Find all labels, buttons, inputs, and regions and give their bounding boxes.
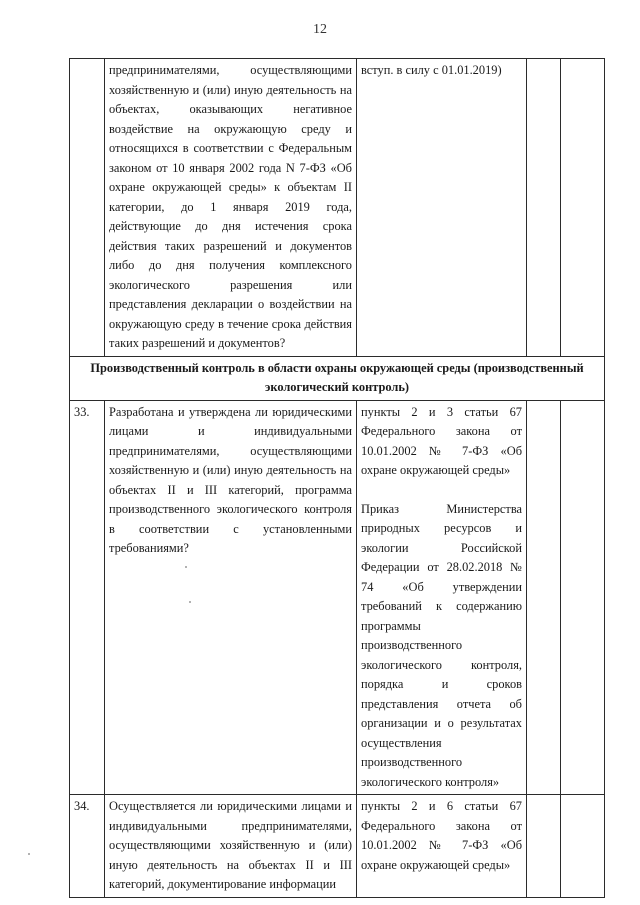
table-row-continuation xyxy=(70,59,605,357)
reference-cell xyxy=(357,400,527,795)
question-cell: предпринимателями, осуществляющими хозяйственную и (или) иную деятельность на объектах, оказывающих негативное воздействие на окружающую среду и относящихся в соответствии с Федеральным законом от 10 января 2002 года N 7-ФЗ «Об охране окружающей среды» к объектам II категории, до 1 января 2019 года, действующие до дня истечения срока действия таких разрешений и документов либо до дня получения комплексного экологического разрешения или представления декларации о воздействии на окружающую среду в течение срока действия таких разрешений и документов? xyxy=(105,59,357,357)
scan-speck xyxy=(189,601,191,603)
answer-cell xyxy=(527,795,561,898)
question-cell: Осуществляется ли юридическими лицами и индивидуальными предпринимателями, осуществляющими хозяйственную и (или) иную деятельность на объектах II и III категорий, документирование информации xyxy=(105,795,357,898)
answer-cell xyxy=(527,59,561,357)
note-cell xyxy=(561,59,605,357)
section-header: Производственный контроль в области охраны окружающей среды (производственный экологический контроль) xyxy=(70,356,605,400)
answer-cell xyxy=(527,400,561,795)
table-row xyxy=(70,400,605,795)
row-number-cell: 34. xyxy=(70,795,105,898)
reference-law: пункты 2 и 6 статьи 67 Федерального закона от 10.01.2002 № 7-ФЗ «Об охране окружающей среды» xyxy=(361,799,522,872)
note-cell xyxy=(561,400,605,795)
scan-speck xyxy=(185,566,187,568)
section-header-row xyxy=(70,356,605,400)
reference-law: пункты 2 и 3 статьи 67 Федерального закона от 10.01.2002 № 7-ФЗ «Об охране окружающей среды» xyxy=(361,404,522,477)
note-cell xyxy=(561,795,605,898)
table-row xyxy=(70,795,605,898)
reference-cell xyxy=(357,795,527,898)
row-number-cell xyxy=(70,59,105,357)
reference-cell: вступ. в силу с 01.01.2019) xyxy=(357,59,527,357)
question-cell: Разработана и утверждена ли юридическими лицами и индивидуальными предпринимателями, осуществляющими хозяйственную и (или) иную деятельность на объектах II и III категорий, программа производственного экологического контроля в соответствии с установленными требованиями? xyxy=(105,400,357,795)
scan-speck xyxy=(28,853,30,855)
reference-order: Приказ Министерства природных ресурсов и экологии Российской Федерации от 28.02.2018 № 74 «Об утверждении требований к содержанию программы производственного экологического контроля, порядка и сроков представления отчета об организации и о результатах осуществления производственного экологического контроля» xyxy=(361,501,522,789)
requirements-table xyxy=(69,58,605,898)
row-number-cell: 33. xyxy=(70,400,105,795)
page-number: 12 xyxy=(313,22,327,37)
